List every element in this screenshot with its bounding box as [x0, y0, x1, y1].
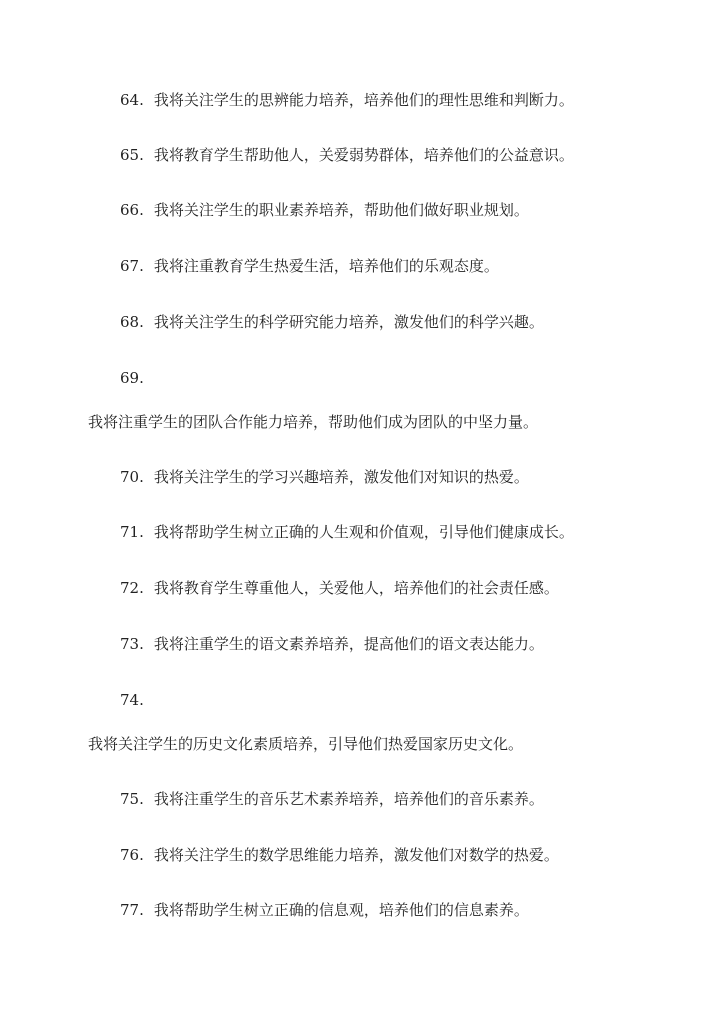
list-item: [120, 845, 559, 865]
item-number: 71.: [120, 523, 144, 541]
list-item: [120, 256, 499, 276]
item-text: 我将关注学生的科学研究能力培养，激发他们的科学兴趣。: [153, 313, 544, 331]
item-text: 我将关注学生的思辨能力培养，培养他们的理性思维和判断力。: [153, 91, 574, 109]
list-item: [120, 789, 544, 809]
item-text-wrapped: 我将注重学生的团队合作能力培养，帮助他们成为团队的中坚力量。: [88, 413, 539, 431]
item-text: 我将关注学生的学习兴趣培养，激发他们对知识的热爱。: [153, 468, 529, 486]
item-text-wrapped: 我将关注学生的历史文化素质培养，引导他们热爱国家历史文化。: [88, 735, 524, 753]
list-item: [120, 900, 529, 920]
item-number: 70.: [120, 468, 144, 486]
item-number-standalone: 69.: [120, 369, 144, 387]
list-item: [120, 522, 574, 542]
item-number: 67.: [120, 257, 144, 275]
item-number: 65.: [120, 146, 144, 164]
item-text: 我将注重教育学生热爱生活，培养他们的乐观态度。: [153, 257, 499, 275]
item-number: 75.: [120, 790, 144, 808]
list-item: [120, 578, 559, 598]
item-number: 68.: [120, 313, 144, 331]
item-text: 我将帮助学生树立正确的人生观和价值观，引导他们健康成长。: [153, 523, 574, 541]
list-item: [120, 467, 529, 487]
item-number: 72.: [120, 579, 144, 597]
list-item: [120, 90, 574, 110]
item-number: 66.: [120, 201, 144, 219]
item-number: 73.: [120, 635, 144, 653]
list-item: [120, 634, 544, 654]
list-item: [120, 312, 544, 332]
item-text: 我将帮助学生树立正确的信息观，培养他们的信息素养。: [153, 901, 529, 919]
item-number: 64.: [120, 91, 144, 109]
list-item: [120, 145, 574, 165]
item-number: 76.: [120, 846, 144, 864]
item-text: 我将教育学生尊重他人，关爱他人，培养他们的社会责任感。: [153, 579, 559, 597]
item-text: 我将注重学生的语文素养培养，提高他们的语文表达能力。: [153, 635, 544, 653]
item-text: 我将注重学生的音乐艺术素养培养，培养他们的音乐素养。: [153, 790, 544, 808]
list-item: [120, 200, 529, 220]
item-text: 我将关注学生的职业素养培养，帮助他们做好职业规划。: [153, 201, 529, 219]
item-text: 我将教育学生帮助他人，关爱弱势群体，培养他们的公益意识。: [153, 146, 574, 164]
item-number-standalone: 74.: [120, 691, 144, 709]
item-number: 77.: [120, 901, 144, 919]
item-text: 我将关注学生的数学思维能力培养，激发他们对数学的热爱。: [153, 846, 559, 864]
